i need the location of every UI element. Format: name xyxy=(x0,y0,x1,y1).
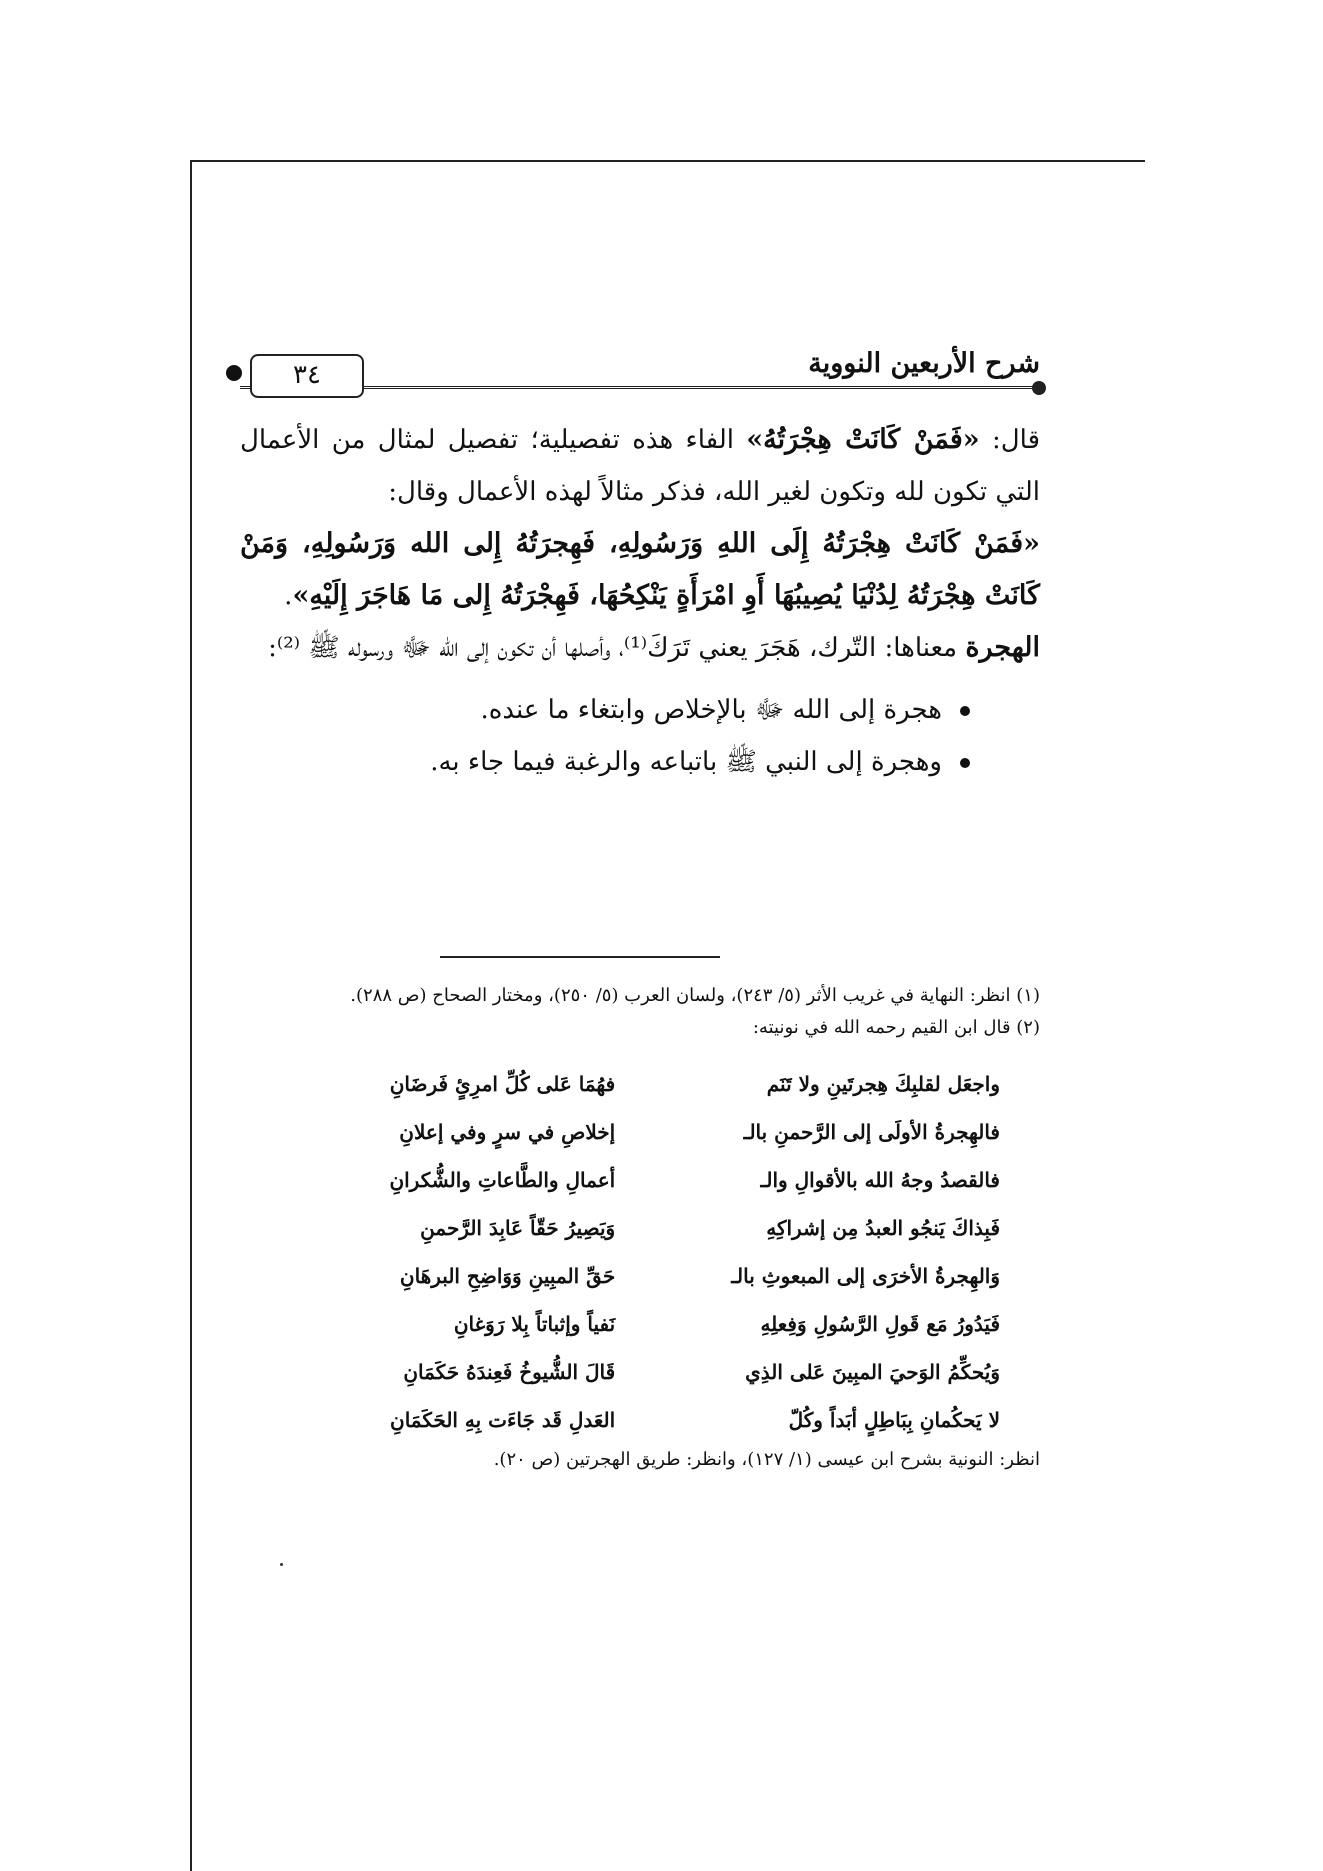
paragraph-2-end: . xyxy=(284,581,293,611)
footnote-1: (١) انظر: النهاية في غريب الأثر (٥/ ٢٤٣)، ولسان العرب (٥/ ٢٥٠)، ومختار الصحاح (ص ٢٨٨). xyxy=(350,985,1040,1006)
poem xyxy=(260,1060,1000,1444)
poem-first-hemistich: فالقصدُ وجهُ الله بالأقوالِ والـ xyxy=(760,1168,1000,1192)
poem-verse xyxy=(260,1348,1000,1396)
poem-verse xyxy=(260,1156,1000,1204)
page-frame-top-line xyxy=(190,160,1145,162)
list-item xyxy=(240,684,970,736)
page-content xyxy=(240,340,1040,788)
main-text xyxy=(240,414,1040,674)
page-number: ٣٤ xyxy=(250,354,364,398)
bullet-text: هجرة إلى الله ﷻ بالإخلاص وابتغاء ما عنده. xyxy=(480,695,942,725)
poem-second-hemistich: قَالَ الشُّيوخُ فَعِندَهُ حَكَمَانِ xyxy=(403,1360,616,1384)
bullet-list xyxy=(240,684,1040,788)
poem-first-hemistich: وَيُحكِّمُ الوَحيَ المبِينَ عَلى الذِي xyxy=(745,1360,1000,1384)
poem-first-hemistich: فَيَدُورُ مَع قَولِ الرَّسُولِ وَفِعلِهِ xyxy=(760,1312,1000,1336)
poem-first-hemistich: فَبِذاكَ يَنجُو العبدُ مِن إشراكِهِ xyxy=(766,1216,1000,1240)
paragraph-3-rest: معناها: التّرك، هَجَرَ يعني تَرَكَ⁽¹⁾، وأصلها أن تكون إلى الله ﷻ ورسوله ﷺ ⁽²⁾: xyxy=(268,633,966,663)
poem-second-hemistich: إخلاصِ في سرٍ وفي إعلانِ xyxy=(399,1120,616,1144)
poem-second-hemistich: فهُمَا عَلى كُلِّ امرِئٍ فَرضَانِ xyxy=(389,1072,616,1096)
paragraph-1-lead: قال: xyxy=(979,425,1041,455)
page-frame-left-line xyxy=(190,160,192,1871)
poem-first-hemistich: لا يَحكُمانِ بِبَاطِلٍ أبَداً وكُلّ xyxy=(788,1408,1000,1432)
footnote-2: (٢) قال ابن القيم رحمه الله في نونيته: xyxy=(752,1017,1040,1038)
hadith-quote-full: «فَمَنْ كَانَتْ هِجْرَتُهُ إِلَى اللهِ وَرَسُولِهِ، فَهِجرَتُهُ إِلى الله وَرَسُولِهِ، وَمَنْ كَانَتْ هِجْرَتُهُ لِدُنْيَا يُصِيبُهَا أَوِ امْرَأَةٍ يَنْكِحُهَا، فَهِجْرَتُهُ إِلى مَا هَاجَرَ إِلَيْهِ» xyxy=(240,528,1040,611)
bullet-text: وهجرة إلى النبي ﷺ باتباعه والرغبة فيما جاء به. xyxy=(430,747,942,777)
header-end-dot-icon xyxy=(226,365,242,381)
poem-source: انظر: النونية بشرح ابن عيسى (١/ ١٢٧)، وانظر: طريق الهجرتين (ص ٢٠). xyxy=(493,1449,1040,1470)
footnote-separator xyxy=(440,956,720,958)
poem-verse xyxy=(260,1252,1000,1300)
paragraph-2 xyxy=(240,518,1040,622)
hadith-quote-short: «فَمَنْ كَانَتْ هِجْرَتُهُ» xyxy=(746,424,980,455)
ornament-icon xyxy=(1032,381,1046,395)
poem-verse xyxy=(260,1108,1000,1156)
page-header xyxy=(240,340,1040,400)
poem-first-hemistich: واجعَل لقلبِكَ هِجرتَينِ ولا تَنَم xyxy=(766,1072,1000,1096)
poem-verse xyxy=(260,1300,1000,1348)
poem-first-hemistich: فالهِجرةُ الأولَى إلى الرَّحمنِ بالـ xyxy=(743,1120,1000,1144)
footnotes xyxy=(240,980,1040,1476)
poem-second-hemistich: العَدلِ قَد جَاءَت بِهِ الحَكَمَانِ xyxy=(390,1408,616,1432)
paragraph-3 xyxy=(240,622,1040,674)
book-title: شرح الأربعين النووية xyxy=(808,348,1040,379)
term-hijra: الهجرة xyxy=(965,632,1040,663)
poem-second-hemistich: حَقِّ المبِينِ وَوَاضِحِ البرهَانِ xyxy=(399,1264,616,1288)
paragraph-1-rest: الفاء هذه تفصيلية؛ تفصيل لمثال من الأعمال التي تكون لله وتكون لغير الله، فذكر مثالاً لهذه الأعمال وقال: xyxy=(240,425,1040,507)
list-item xyxy=(240,736,970,788)
poem-verse xyxy=(260,1204,1000,1252)
poem-first-hemistich: وَالهِجرةُ الأخرَى إلى المبعوثِ بالـ xyxy=(731,1264,1000,1288)
poem-second-hemistich: أعمالِ والطَّاعاتِ والشُّكرانِ xyxy=(389,1168,616,1192)
poem-verse xyxy=(260,1060,1000,1108)
poem-verse xyxy=(260,1396,1000,1444)
bullet-icon xyxy=(960,758,970,768)
scan-speck xyxy=(280,1563,283,1566)
poem-second-hemistich: وَيَصِيرُ حَقّاً عَابِدَ الرَّحمنِ xyxy=(420,1216,616,1240)
paragraph-1 xyxy=(240,414,1040,518)
bullet-icon xyxy=(960,706,970,716)
poem-second-hemistich: نَفياً وإثباتاً بِلا رَوَغانِ xyxy=(453,1312,616,1336)
